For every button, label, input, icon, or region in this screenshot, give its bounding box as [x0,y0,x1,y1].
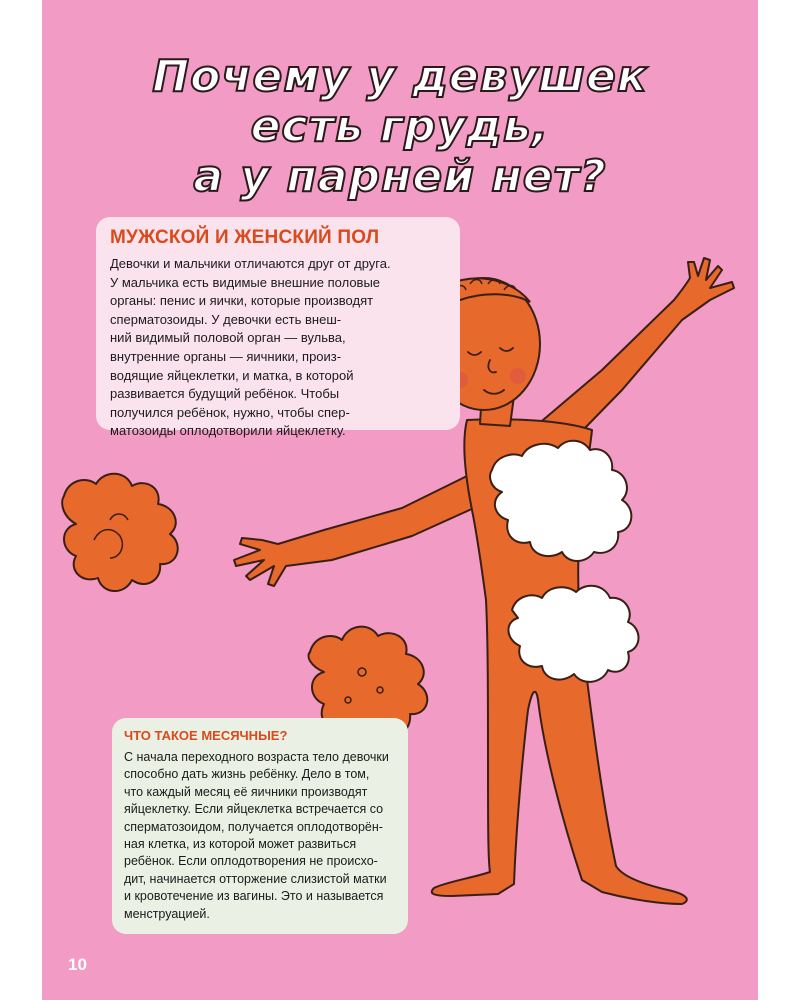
text-line: и кровотечение из вагины. Это и называется [124,889,384,904]
title-line: Почему у девушек [152,51,648,102]
info-box-heading: ЧТО ТАКОЕ МЕСЯЧНЫЕ? [124,728,288,743]
text-line: получился ребёнок, нужно, чтобы спер- [110,404,350,420]
text-line: развивается будущий ребёнок. Чтобы [110,386,340,402]
text-line: сперматозоидом, получается оплодотворён- [124,819,383,834]
text-line: ребёнок. Если оплодотворения не происхо- [124,854,378,869]
text-line: менструацией. [124,906,210,921]
lower-arm [234,476,474,586]
text-line: что каждый месяц её яичники производят [124,784,368,799]
title-line: есть грудь, [250,101,550,152]
info-box-text [110,255,446,441]
text-line: водящие яйцеклетки, и матка, в которой [110,367,354,383]
floating-puzzle-piece-left [62,474,178,591]
text-line: ний видимый половой орган — вульва, [110,330,346,346]
page-title [42,52,758,202]
page-number: 10 [68,955,87,974]
text-line: У мальчика есть видимые внешние половые [110,274,381,290]
title-line: а у парней нет? [193,151,607,202]
text-line: яйцеклетку. Если яйцеклетка встречается со [124,802,384,817]
text-line: Девочки и мальчики отличаются друг от друга. [110,256,391,271]
text-line: внутренние органы — яичники, произ- [110,348,342,364]
info-box-text [124,749,394,923]
text-line: ная клетка, из которой может развиться [124,837,357,852]
text-line: дит, начинается отторжение слизистой матки [124,871,387,886]
text-line: матозоиды оплодотворили яйцеклетку. [110,423,346,439]
text-line: способно дать жизнь ребёнку. Дело в том, [124,767,370,782]
text-line: органы: пенис и яички, которые производят [110,293,374,309]
info-box-heading: МУЖСКОЙ И ЖЕНСКИЙ ПОЛ [110,227,380,248]
info-box-male-female [96,217,460,439]
text-line: сперматозоиды. У девочки есть внеш- [110,311,342,327]
text-line: С начала переходного возраста тело девочки [124,750,389,764]
info-box-periods [112,718,408,934]
book-page [42,0,758,1000]
